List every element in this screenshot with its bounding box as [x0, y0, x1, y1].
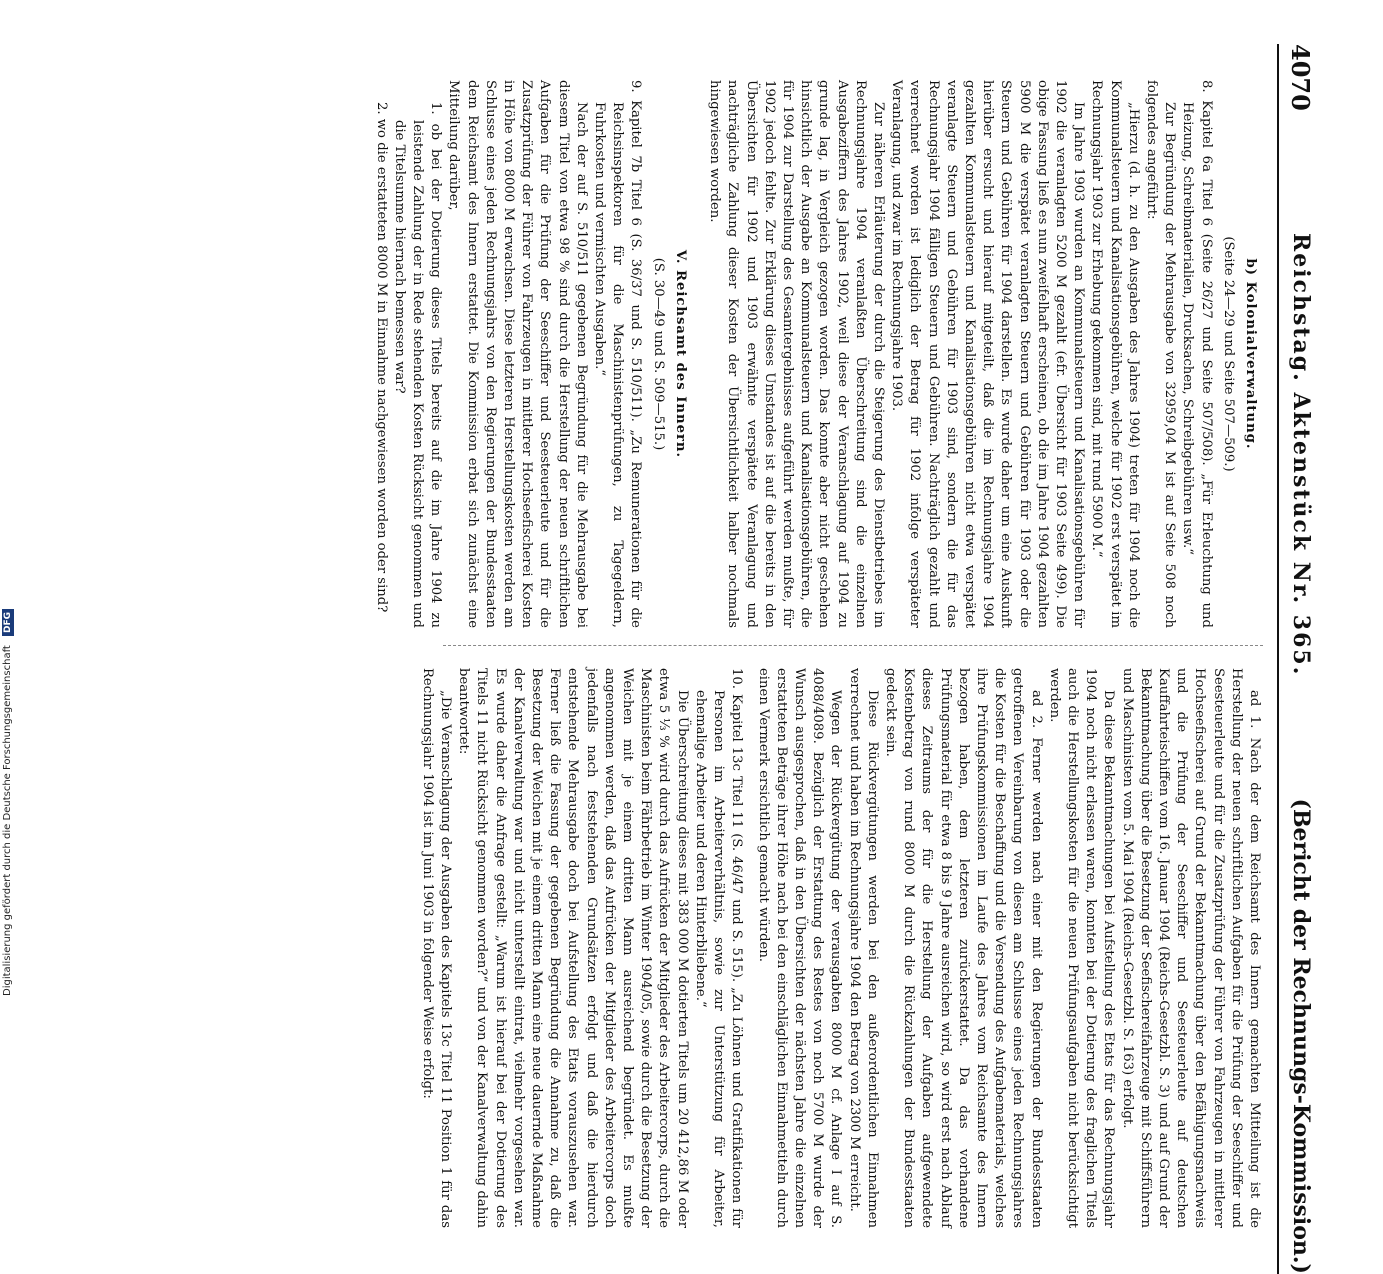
paragraph: Die Überschreitung dieses mit 383 000 M dotierten Titels um 20 412,86 M oder etwa 5 ⅓ % wird durch das Aufrücken der Mitglieder des Arbeitercorps, durch die Maschinisten beim Fährbetrieb im Winter 1904/05, sowie durch die Besetzung der Weichen mit je einem dritten Mann ausreichend begründet. Es mußte angenommen werden, daß das Aufrücken der Mitglieder des Arbeitercorps doch jedenfalls nach feststehenden Grundsätzen erfolgt und daß die hierdurch entstehende Mehrausgabe doch bei Aufstellung des Etats vorauszusehen war. Ferner ließ die Fassung der gegebenen Begründung die Annahme zu, daß die Besetzung der Weichen mit je einem dritten Mann eine neue dauernde Maßnahme der Kanalverwaltung war und nicht unterstellt eintrat, vielmehr vorgesehen war. Es wurde daher die Anfrage gestellt: „Warum ist hierauf bei der Dotierung des Titels 11 nicht Rücksicht genommen worden?“ und von der Kanalverwaltung dahin beantwortet: [456, 668, 690, 1228]
header-title: Reichstag. Aktenstück Nr. 365. [1288, 232, 1314, 677]
paragraph: 8. Kapitel 6a Titel 6 (Seite 26/27 und Seite 507/508). „Für Erleuchtung und Heizung, Schreibmaterialien, Drucksachen, Schreibgebühren usw.“ [1180, 80, 1214, 628]
digitization-credit [2, 16, 14, 996]
digitization-credit-text: Digitalisierung gefördert durch die Deutsche Forschungsgemeinschaft [2, 645, 13, 996]
left-column [371, 80, 1263, 628]
paragraph: Wegen der Rückvergütung der verausgabten 8000 M cf. Anlage I auf S. 4088/4089. Bezüglich der Erstattung des Restes von noch 5700 M wurde der Wunsch ausgesprochen, daß in den Übersichten der nächsten Jahre die einzelnen erstatteten Beträge ihrer Höhe nach bei den einschläglichen Einnahmetiteln durch einen Vermerk ersichtlich gemacht würden. [755, 668, 844, 1228]
spacer [745, 668, 753, 1228]
header-subtitle: (Bericht der Rechnungs-Kommission.) [1288, 798, 1314, 1274]
spacer [693, 80, 705, 628]
column-divider [443, 645, 1263, 647]
page-header [1277, 44, 1323, 1274]
paragraph: (Seite 24—29 und Seite 507—509.) [1220, 236, 1236, 472]
paragraph: Nach der auf S. 510/511 gegebenen Begründung für die Mehrausgabe bei diesem Titel von etwa 98 % sind durch die Herstellung der neuen schriftlichen Aufgaben für die Prüfung der Seeschiffer und Seesteuerleute und für die Zusatzprüfung der Führer von Fahrzeugen in mittlerer Hochseefischerei Kosten in Höhe von 8000 M erwachsen. Diese letzteren Herstellungskosten werden am Schlusse eines jeden Rechnungsjahrs von den Regierungen der Bundesstaaten dem Reichsamt des Innern erstattet. Die Kommission erbat sich zunächst eine Mitteilung darüber, [446, 80, 589, 628]
paragraph: Diese Rückvergütungen werden bei den außerordentlichen Einnahmen verrechnet und haben im Rechnungsjahre 1904 den Betrag von 2300 M erreicht. [846, 668, 880, 1228]
paragraph: ad 1. Nach der dem Reichsamt des Innern gemachten Mitteilung ist die Herstellung der neuen schriftlichen Aufgaben für die Prüfung der Seeschiffer und Seesteuerleute und für die Zusatzprüfung der Führer von Fahrzeugen in mittlerer Hochseefischerei auf Grund der Bekanntmachung über den Befähigungsnachweis und die Prüfung der Seeschiffer und Seesteuerleute auf deutschen Kauffahrteischiffen vom 16. Januar 1904 (Reichs-Gesetzbl. S. 3) und auf Grund der Bekanntmachung über die Besetzung der Seefischereifahrzeuge mit Schiffsführern und Maschinisten vom 5. Mai 1904 (Reichs-Gesetzbl. S. 163) erfolgt. [1119, 668, 1262, 1228]
paragraph: Zur näheren Erläuterung der durch die Steigerung des Dienstbetriebes im Rechnungsjahre 1904 veranlaßten Überschreitung sind die einzelnen Ausgabeziffern des Jahres 1902, weil diese der Veranschlagung auf 1904 zu grunde lag, in Vergleich gezogen worden. Das konnte aber nicht geschehen hinsichtlich der Ausgabe an Kommunalsteuern und Kanalisationsgebühren, die für 1904 zur Darstellung des Gesamtergebnisses aufgeführt werden mußte, für 1902 jedoch fehlte. Zur Erklärung dieses Umstandes ist auf die bereits in den Übersichten für 1902 und 1903 erwähnte verspätete Veranlagung und nachträgliche Zahlung dieser Kosten der Übersichtlichkeit halber nochmals hingewiesen worden. [707, 80, 886, 628]
paragraph: „Hierzu (d. h. zu den Ausgaben des Jahres 1904) treten für 1904 noch die Kommunalsteuern und Kanalisationsgebühren, welche für 1902 erst verspätet im Rechnungsjahr 1903 zur Erhebung gekommen sind, mit rund 5900 M.“ [1089, 80, 1141, 628]
paragraph: 1. ob bei der Dotierung dieses Titels bereits auf die im Jahre 1904 zu leistende Zahlung der in Rede stehenden Kosten Rücksicht genommen und die Titelsumme hiernach bemessen war? [391, 102, 444, 628]
paragraph: 2. wo die erstatteten 8000 M in Einnahme nachgewiesen worden oder sind? [373, 102, 389, 613]
section-heading: V. Reichsamt des Innern. [672, 249, 688, 459]
dfg-logo: DFG [2, 609, 14, 636]
paragraph: Zur Begründung der Mehrausgabe von 32959,04 M ist auf Seite 508 noch folgendes angeführt: [1143, 80, 1178, 628]
paragraph: 10. Kapitel 13c Titel 11 (S. 46/47 und S. 515). „Zu Löhnen und Gratifikationen für Personen im Arbeiterverhältnis, sowie zur Unterstützung für Arbeiter, ehemalige Arbeiter und deren Hinterbliebene.“ [692, 668, 745, 1228]
paragraph: 9. Kapitel 7b Titel 6 (S. 36/37 und S. 510/511). „Zu Remunerationen für die Reichsinspektoren für die Maschinistenprüfungen, zu Tagegeldern, Fuhrkosten und vermischten Ausgaben.“ [592, 80, 644, 628]
section-heading: b) Kolonialverwaltung. [1243, 258, 1258, 450]
paragraph: „Die Veranschlagung der Ausgaben des Kapitels 13c Titel 11 Position 1 für das Rechnungsjahr 1904 ist im Juni 1903 in folgender Weise erfolgt: [419, 668, 454, 1228]
right-column [418, 668, 1263, 1228]
paragraph: ad 2. Ferner werden nach einer mit den Regierungen der Bundesstaaten getroffenen Vereinbarung von diesen am Schlusse eines jeden Rechnungsjahres die Kosten für die Beschaffung und die Versendung des Aufgabematerials, welches ihre Prüfungskommissionen im Laufe des Jahres vom Reichsamte des Innern bezogen haben, dem letzteren zurückerstattet. Da das vorhandene Prüfungsmaterial für etwa 8 bis 9 Jahre ausreichen wird, so wird erst nach Ablauf dieses Zeitraums der für die Herstellung der Aufgaben aufgewendete Kostenbetrag von rund 8000 M durch die Rückzahlungen der Bundesstaaten gedeckt sein. [882, 668, 1044, 1228]
page-number: 4070 [1286, 44, 1316, 111]
paragraph: Da diese Bekanntmachungen bei Aufstellung des Etats für das Rechnungsjahr 1904 noch nicht erlassen waren, konnten bei der Dotierung des fraglichen Titels auch die Herstellungskosten für die neuen Prüfungsaufgaben nicht berücksichtigt werden. [1046, 668, 1117, 1228]
paragraph: Im Jahre 1903 wurden an Kommunalsteuern und Kanalisationsgebühren für 1902 die veranlagten 5200 M gezahlt (efr. Übersicht für 1903 Seite 499). Die obige Fassung ließ es nun zweifelhaft erscheinen, ob die im Jahre 1904 gezahlten 5900 M die verspätet veranlagten Steuern und Gebühren für 1903 oder die Steuern und Gebühren für 1904 darstellen. Es wurde daher um eine Auskunft hierüber ersucht und hierauf mitgeteilt, daß die im Rechnungsjahre 1904 gezahlten Kommunalsteuern und Kanalisationsgebühren nicht etwa verspätet veranlagte Steuern und Gebühren für 1903 sind, sondern die für das Rechnungsjahr 1904 fälligen Steuern und Gebühren. Nachträglich gezahlt und verrechnet worden ist lediglich der Betrag für 1902 infolge verspäteter Veranlagung, und zwar im Rechnungsjahre 1903. [889, 80, 1087, 628]
paragraph: (S. 30—49 und S. 509—515.) [650, 257, 666, 451]
